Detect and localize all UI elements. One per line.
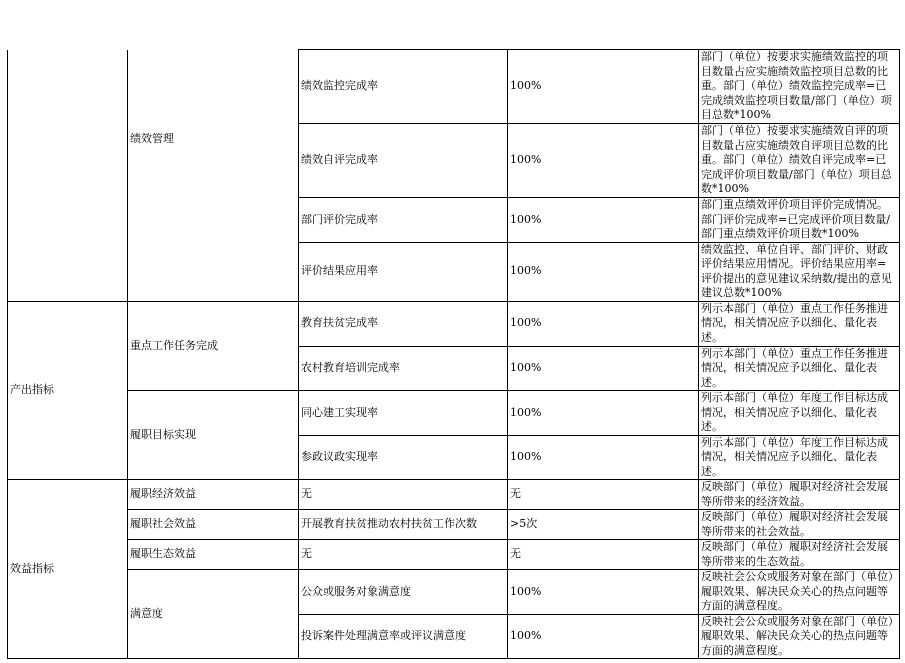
description-cell: 列示本部门（单位）重点工作任务推进情况，相关情况应予以细化、量化表述。 [699,301,900,346]
level2-cell: 履职社会效益 [128,510,299,540]
description-cell: 反映部门（单位）履职对经济社会发展等所带来的社会效益。 [699,510,900,540]
indicator-cell: 绩效自评完成率 [299,124,508,198]
indicator-cell: 评价结果应用率 [299,242,508,301]
value-cell: 100% [508,570,699,615]
value-cell: 100% [508,391,699,436]
level2-cell: 履职目标实现 [128,391,299,480]
value-cell: 100% [508,124,699,198]
description-cell: 列示本部门（单位）年度工作目标达成情况，相关情况应予以细化、量化表述。 [699,391,900,436]
level2-cell: 重点工作任务完成 [128,301,299,391]
description-cell: 部门（单位）按要求实施绩效监控的项目数量占应实施绩效监控项目总数的比重。部门（单位）绩效监控完成率=已完成绩效监控项目数量/部门（单位）项目总数*100% [699,50,900,124]
indicator-cell: 无 [299,480,508,510]
value-cell: 100% [508,301,699,346]
table-row [8,301,900,346]
description-cell: 部门（单位）按要求实施绩效自评的项目数量占应实施绩效自评项目总数的比重。部门（单位）绩效自评完成率=已完成评价项目数量/部门（单位）项目总数*100% [699,124,900,198]
value-cell: 100% [508,50,699,124]
table-row [8,391,900,436]
value-cell: 无 [508,480,699,510]
description-cell: 反映社会公众或服务对象在部门（单位）履职效果、解决民众关心的热点问题等方面的满意程度。 [699,570,900,615]
indicator-cell: 参政议政实现率 [299,435,508,480]
table-row [8,50,900,124]
value-cell: 100% [508,346,699,391]
indicator-cell: 投诉案件处理满意率或评议满意度 [299,614,508,659]
level2-cell: 绩效管理 [128,50,299,302]
description-cell: 反映社会公众或服务对象在部门（单位）履职效果、解决民众关心的热点问题等方面的满意程度。 [699,614,900,659]
indicator-cell: 教育扶贫完成率 [299,301,508,346]
value-cell: >5次 [508,510,699,540]
table-row [8,570,900,615]
performance-indicator-table [7,49,900,659]
value-cell: 100% [508,242,699,301]
description-cell: 部门重点绩效评价项目评价完成情况。部门评价完成率=已完成评价项目数量/部门重点绩效评价项目数*100% [699,198,900,243]
table-row [8,480,900,510]
indicator-cell: 开展教育扶贫推动农村扶贫工作次数 [299,510,508,540]
indicator-cell: 公众或服务对象满意度 [299,570,508,615]
value-cell: 无 [508,540,699,570]
value-cell: 100% [508,614,699,659]
table-row [8,540,900,570]
indicator-cell: 部门评价完成率 [299,198,508,243]
level1-cell: 产出指标 [8,301,128,480]
level1-cell: 效益指标 [8,480,128,659]
description-cell: 绩效监控、单位自评、部门评价、财政评价结果应用情况。评价结果应用率=评价提出的意见建议采纳数/提出的意见建议总数*100% [699,242,900,301]
value-cell: 100% [508,198,699,243]
description-cell: 反映部门（单位）履职对经济社会发展等所带来的生态效益。 [699,540,900,570]
indicator-cell: 同心建工实现率 [299,391,508,436]
level1-cell [8,50,128,302]
level2-cell: 履职生态效益 [128,540,299,570]
indicator-cell: 农村教育培训完成率 [299,346,508,391]
indicator-cell: 无 [299,540,508,570]
level2-cell: 履职经济效益 [128,480,299,510]
description-cell: 列示本部门（单位）年度工作目标达成情况，相关情况应予以细化、量化表述。 [699,435,900,480]
value-cell: 100% [508,435,699,480]
description-cell: 反映部门（单位）履职对经济社会发展等所带来的经济效益。 [699,480,900,510]
table-row [8,510,900,540]
description-cell: 列示本部门（单位）重点工作任务推进情况，相关情况应予以细化、量化表述。 [699,346,900,391]
indicator-cell: 绩效监控完成率 [299,50,508,124]
level2-cell: 满意度 [128,570,299,659]
